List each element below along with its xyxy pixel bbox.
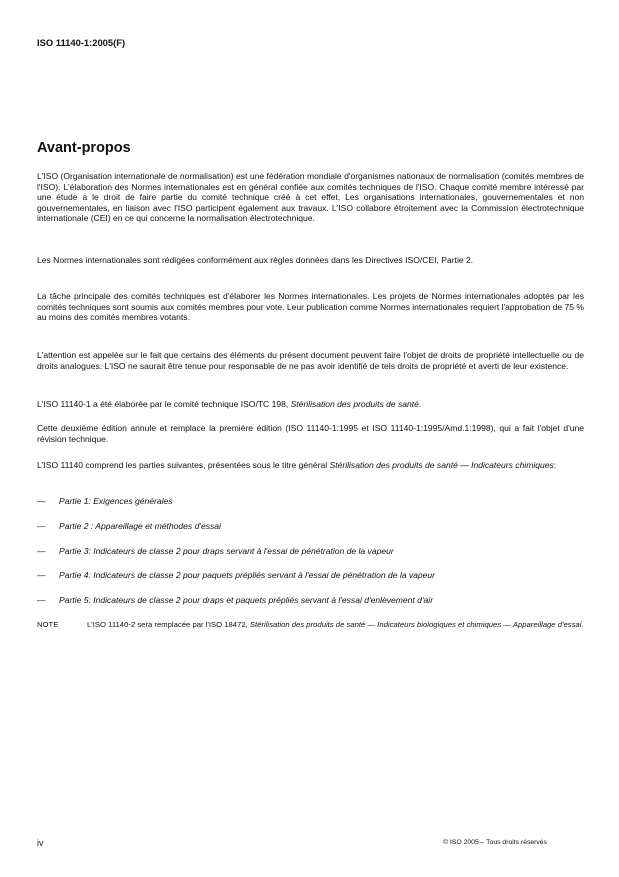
note-text: L'ISO 11140-2 sera remplacée par l'ISO 18472, — [87, 620, 250, 629]
note-italic: Stérilisation des produits de santé — Indicateurs biologiques et chimiques — Appareillage d'essai — [249, 620, 582, 629]
paragraph-patents: L'attention est appelée sur le fait que certains des éléments du présent document peuvent faire l'objet de droits de propriété intellectuelle ou de droits analogues. L'ISO ne saurait être tenue pour responsable de ne pas avoir identifié de tels droits de propriété et averti de leur existence. — [37, 350, 584, 371]
part-title: Partie 5: Indicateurs de classe 2 pour draps et paquets prépliés servant à l'essai d'enlèvement d'air — [59, 595, 434, 605]
part-title: Partie 2 : Appareillage et méthodes d'essai — [59, 521, 221, 531]
dash: — — [37, 570, 46, 580]
dash: — — [37, 546, 46, 556]
part-title: Partie 3: Indicateurs de classe 2 pour draps servant à l'essai de pénétration de la vapeur — [59, 546, 394, 556]
text: L'ISO 11140 comprend les parties suivantes, présentées sous le titre général — [37, 460, 330, 470]
dash: — — [37, 521, 46, 531]
note — [37, 620, 584, 630]
list-item — [37, 570, 584, 581]
list-item — [37, 496, 584, 507]
dash: — — [37, 595, 46, 605]
text: : — [553, 460, 557, 470]
list-item — [37, 595, 584, 606]
copyright: © ISO 2005 – Tous droits réservés — [443, 839, 547, 846]
page-number: iv — [37, 838, 44, 848]
paragraph-iso-intro: L'ISO (Organisation internationale de normalisation) est une fédération mondiale d'organismes nationaux de normalisation (comités membres de l'ISO). L'élaboration des Normes internationales est en général confiée aux comités techniques de l'ISO. Chaque comité membre intéressé par une étude a le droit de faire partie du comité technique créé à cet effet. Les organisations internationales, gouvernementales et non gouvernementales, en liaison avec l'ISO participent également aux travaux. L'ISO collabore étroitement avec la Commission électrotechnique internationale (CEI) en ce qui concerne la normalisation électrotechnique. — [37, 171, 584, 224]
note-text-end: . — [581, 620, 584, 629]
part-title: Partie 4: Indicateurs de classe 2 pour paquets prépliés servant à l'essai de pénétration de la vapeur — [59, 570, 436, 580]
section-title: Avant-propos — [37, 140, 131, 156]
dash: — — [37, 496, 46, 506]
text: . — [418, 399, 422, 409]
document-id-header: ISO 11140-1:2005(F) — [37, 37, 126, 48]
italic-title: Stérilisation des produits de santé — Indicateurs chimiques — [329, 460, 554, 470]
text: L'ISO 11140-1 a été élaborée par le comité technique ISO/TC 198, — [37, 399, 291, 409]
note-label: NOTE — [37, 620, 59, 629]
paragraph-edition: Cette deuxième édition annule et remplace la première édition (ISO 11140-1:1995 et ISO 11140-1:1995/Amd.1:1998), qui a fait l'objet d'une révision technique. — [37, 423, 584, 444]
paragraph-committees: La tâche principale des comités techniques est d'élaborer les Normes internationales. Les projets de Normes internationales adoptés par les comités techniques sont soumis aux comités membres pour vote. Leur publication comme Normes internationales requiert l'approbation de 75 % au moins des comités membres votants. — [37, 291, 585, 323]
paragraph-parts-intro — [37, 460, 584, 471]
list-item — [37, 521, 584, 532]
paragraph-directives: Les Normes internationales sont rédigées conformément aux règles données dans les Directives ISO/CEI, Partie 2. — [37, 255, 474, 265]
list-item — [37, 546, 584, 557]
paragraph-prepared-by — [37, 399, 584, 410]
italic-title: Stérilisation des produits de santé — [290, 399, 419, 409]
part-title: Partie 1: Exigences générales — [59, 496, 173, 506]
